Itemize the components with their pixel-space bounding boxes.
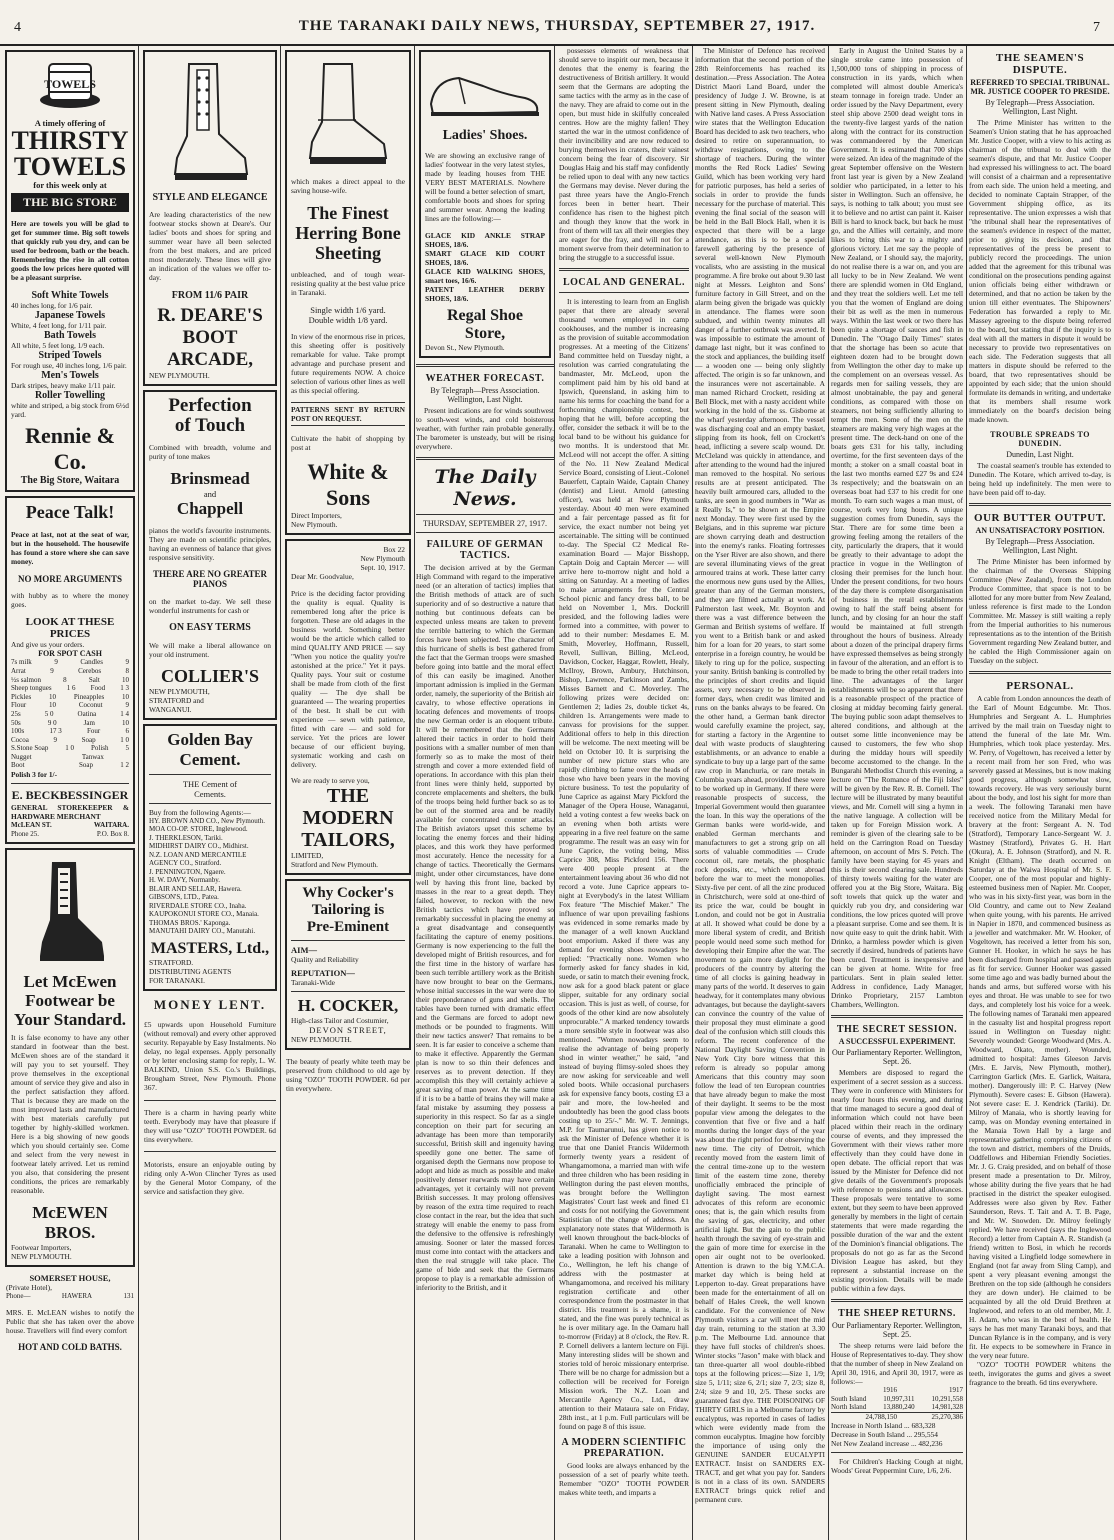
money-body: £5 upwards upon Household Furniture (without removal) and every other approved security. Repayable by Easy Instalments. No delay, no legal expenses. Apply personally or by letter enclosing stamp for reply, L. W. BALKIND, Union S.S. Co.'s Buildings, Brougham Street, New Plymouth. Phone 367. [144, 1020, 276, 1093]
white-sons-ad: which makes a direct appeal to the saving house-wife. The Finest Herring Bone Sheeting unbleached, and of tough wear-resisting quality at the best value price in Taranaki. Single width 1/6 yard. Double width 1/8 yard. In view of the enormous rise in prices, this sheeting offer is positively remarkable for value. Take prompt advantage and purchase present and future requirements NOW. A choice selection of various other lines as well as this special offering. PATTERNS SENT BY RETURN POST ON REQUEST. Cultivate the habit of shopping by post at White & Sons Direct Importers, New Plymouth. [285, 50, 411, 535]
dunedin-body: The coastal seamen's trouble has extended to Dunedin. The Kotare, which arrived to-day, is being held up indefinitely. The men were to have been paid off to-day. [969, 461, 1111, 497]
shoe-line: GLACE KID ANKLE STRAP SHOES, 18/6. [425, 230, 545, 249]
masthead [0, 0, 1114, 46]
deare-town: NEW PLYMOUTH. [149, 370, 210, 380]
rennie-store: THE BIG STORE [11, 193, 129, 212]
towel-item: Men's Towels Dark stripes, heavy make 1/11 pair. [11, 369, 116, 390]
shoe-line: GLACE KID WALKING SHOES, smart toes, 16/6. [425, 266, 545, 285]
deare-name-2: BOOT [182, 326, 238, 348]
local-general-headline: LOCAL AND GENERAL. [562, 277, 686, 288]
deare-headline: STYLE AND ELEGANCE [152, 192, 268, 203]
modern-tailors-ad: Box 22 New Plymouth Sept. 10, 1917. Dear Mr. Goodvalue, Price is the deciding factor providing the quality is equal. Quality is remembered long after the price is forgotten. These are old adages in the business world. Something better would be the article which called to mind QUALITY AND PRICE — say "When you notice the quality you're astonished at the price." Yet it pays. Quality pays. Your suit or costume shall be made from cloth of the first quality — The dye shall be guaranteed — The wearing properties of the best. It shall be cut with experience — sewn with patience, fitted with care — and sold for service. Yet the prices are lower because of our efficient buying, systematic working and cash on delivery. We are ready to serve you, THE MODERN TAILORS, LIMITED, Stratford and New Plymouth. [285, 539, 411, 875]
leader-headline: FAILURE OF GERMAN TACTICS. [426, 538, 544, 561]
towels-logo-text: TOWELS [44, 77, 96, 91]
agent-item: MOA CO-OP. STORE, Inglewood. [149, 825, 248, 834]
masthead-title: THE TARANAKI DAILY NEWS, THURSDAY, SEPTEMBER 27, 1917. [298, 18, 816, 34]
money-ad [140, 995, 280, 1205]
secret-session-headline: THE SECRET SESSION. [836, 1024, 958, 1035]
and-give: And give us your orders. [11, 640, 85, 650]
local-general-body: It is interesting to learn from an English paper that there are already several thousand women employed in camp cookhouses, and the number is increasing as the provision of suitable accommodation progresses. At a meeting of the Citizens' Band committee held on Tuesday night, a resolution was carried congratulating the bandmaster, Mr. McLeod, upon the compliment paid him by his old band at Ipswich, Queensland, in asking him to name his terms for coaching the band for a forthcoming championship contest, but hoping that he will, before accepting the offer, consider the setback it will be to the local band to be without his guidance for two months. It is understood that Mr. McLeod will not accept the offer. A sitting of the No. 11 New Zealand Medical Service Board, consisting of Lieut.-Colonel Bauerfett, Captain Waide, Captain Chaney (dentist) and Lieut. Arnold (attesting officer), was held at New Plymouth yesterday. About 40 men were examined and a fair percentage passed as fit for service, the exact number not being yet ascertainable. The sitting will be continued to-day. The Special C2 Medical Re-examination Board — Major Bisshopp, Captain Doig and Captain Mercer — will arrive here to-morrow night and hold a sitting on Saturday. At a meeting of ladies to make arrangements for the Central School picnic and fancy dress ball, to be held on November 1, Mrs. Dockrill presided, and the following ladies were formed into a committee, with power to add to their number: Mesdames E. M. Smith, Moverley, Hoffmann, Russell, Revell, Sullivan, Billing, McLeod, Davidson, Cocker, Haggar, Rowlett, Healy, McIlroy, Brown, Ambury, Hutchinson, Bishop, Lawrence, Parkinson and Zambs, Misses Barnett and C. Moverley. The following prizes were decided on: Gentlemen 2; ladies 2s, double ticket 4s, children 1s. Arrangements were made to canvass for provisions for the supper. Additional offers to help in this direction will be welcome. The next meeting will be held on October 10. It is surprising the number of new picture stars who are rapidly climbing to fame over the heads of those who have been years in the moving picture business. To test the popularity of June Caprice as against Mary Pickford the Manager of the Opera House, Wanaganui, held a voting contest a few weeks back on an evening when both artists were appearing in a five reel feature on the same programme. The result was an easy win for June Caprice, the voting being, Miss Caprice 308, Miss Pickford 156. There were 400 people present at the entertainment leaving about 36 who did not record a vote. June Caprice appears to-night at Everybody's in the latest William Fox feature "The Mischief Maker." The influence of war upon prevailing fashions was evidenced in some remarks made by the manager of a well known Auckland boot emporium. Asked if there was any demand for evening shoes nowadays he replied: "Practically none. Women who formerly asked for fancy shades in kid, suede, or satin to match their evening frock, now ask for a good black patent or glace slipper, suitable for any ordinary social occasion. This is just as well, of course, for goods of the other kind are now absolutely unprocurable." A marked tendency towards a more sensible style in footwear was also mentioned. "Women nowadays seem to realise the advantage of being properly shod in winter weather," he said, "and instead of buying flimsy-soled shoes they are now asking for serviceable and well soled boots. While occasional purchasers ask for expensive fancy boots, costing £3 a pair and more, the low-heeled and undoubtedly has been the good class boots costing up to 25/-." Mr. W. T. Jennings, M.P. for Taumarunui, has given notice to ask the Minister of Defence whether it is true that one Daniel Francis Wildermoth formerly twenty years a resident of Whangamomona, a married man with wife and three children who has been residing in Wellington during the past eleven months, was brought before the Wellington Magistrates' Court last week and fined £1 and costs for not notifying the Government Statistician of the change of address. An explanatory note states that Wildermoth is well known throughout the back-blocks of Taranaki. When he came to Wellington to take a leading position with Johnson and Co., Wellington, he left his change of address with the postmaster at Whangamomona, and received his military registration certificate and other correspondence from the postmaster in that district. His treatment is a shame, it is stated, and the fine was purely technical as he is over military age. In the Oamaru hall to-morrow (Friday) at 8 o'clock, the Rev. R. P. Cornell delivers a lantern lecture on Fiji. Many interesting slides will be shown and stories told of heroic missionary enterprise. There will be no charge for admission but a collection will be received for Foreign Mission work. The N.Z. Loan and Mercantile Agency Co., Ltd., draw attention to their Mataura sale on Friday, 28th inst., at 1 p.m. Full particulars will be found on page 8 of this issue. [559, 297, 689, 1431]
agent-item: THOMAS BROS.' Kaponga. [149, 918, 231, 927]
white-body-3: Cultivate the habit of shopping by post at [291, 433, 405, 452]
agents-list [149, 817, 271, 936]
towel-item: Bath Towels All white, 5 feet long, 1/9 each. [11, 329, 105, 350]
agent-item: J. THERKLESON, Tariki. [149, 833, 223, 842]
beck-street: McLEAN ST. [11, 821, 52, 830]
tyres-notice: Motorists, ensure an enjoyable outing by riding only A-Won Clincher Tyres as used by the General Motor Company, of the service and satisfaction they give. [144, 1159, 276, 1196]
cement-headline-1: Golden Bay [167, 729, 253, 749]
mcewen-town: NEW PLYMOUTH. [11, 1251, 72, 1261]
white-intro: which makes a direct appeal to the saving house-wife. [291, 177, 405, 196]
table-row: 24,788,150 25,270,386 [831, 1412, 963, 1422]
somerset-ad: SOMERSET HOUSE, (Private Hotel), Phone— HAWERA 131 MRS. E. McLEAN wishes to notify the Public that she has taken over the above house. Travellers will find every comfort HOT AND COLD BATHS. [6, 1272, 134, 1353]
butter-body: The Prime Minister has been informed by the chairman of the Overseas Shipping Committee (New Zealand), from the London Produce Committee, that space is not to be allotted for any more butter from New Zealand, unless reference is first made to the London Committee. Mr. Massey is still waiting a reply from the Imperial authorities to his numerous representations as to the intention of the British Government regarding New Zealand butter, and he cabled the High Commissioner again on Tuesday on the subject. [969, 557, 1111, 665]
personal-headline: PERSONAL. [1006, 680, 1074, 692]
seamen-dispute-body: The Prime Minister has written to the Seamen's Union stating that he has approached Mr. Justice Cooper, with a view to his acting as chairman of the tribunal to deal with the seamen's dispute, and that Mr. Justice Cooper had expressed his willingness to act. The board will consist of a chairman and a representative from each side. The union held a meeting, and decided to nominate Captain Strapper, of the Government shipping office, as its representative. The union expresses a wish that "the tribunal shall hear the representatives of the seamen's evidence in respect of the matter, prior to giving its decision, and that representatives of the press be present to publicly record the proceedings. The union added that the agreement for this tribunal was conditional on the prosecutions pending against union officials being either withdrawn or determined, and that no action be taken by the union till either eventuates. The Shipowners' Federation has forwarded a reply to Mr. Massey agreeing to the dispute being referred to the board, but stating that if the inquiry is to deal with all the matters in dispute it would be necessary to provide two representatives on each side. The Federation suggests that all matters in dispute should be referred to the board, that two representatives should be appointed by each side; that the union should formulate its demands in writing, and undertake that its members shall resume work immediately on the board's decision being made known. [969, 118, 1111, 424]
dunedin-headline: TROUBLE SPREADS TO DUNEDIN. [990, 430, 1090, 448]
deare-ad [143, 50, 277, 386]
weather-body: Present indications are for winds southwest to south-west winds, and cold boisterous weather, with further rain probable generally. The barometer is unsteady, but will be rising everywhere. [416, 405, 554, 451]
masters-name: MASTERS, Ltd., [150, 939, 270, 957]
white-width-2: Double width 1/8 yard. [308, 314, 388, 325]
no-more-arguments: NO MORE ARGUMENTS [17, 573, 122, 584]
column-8: THE SEAMEN'S DISPUTE. REFERRED TO SPECIAL TRIBUNAL. MR. JUSTICE COOPER TO PRESIDE. By Telegraph—Press Association. Wellington, Last Night. The Prime Minister has written to the Seamen's Union stating that he has approached Mr. Justice Cooper, with a view to his acting as chairman of the tribunal to deal with the seamen's dispute, and that Mr. Justice Cooper had expressed his willingness to act. The board will consist of a chairman and a representative from each side. The union held a meeting, and decided to nominate Captain Strapper, of the Government shipping office, as its representative. The union expresses a wish that "the tribunal shall hear the representatives of the seamen's evidence in respect of the matter, prior to giving its decision, and that representatives of the press be present to publicly record the proceedings. The union added that the agreement for this tribunal was conditional on the prosecutions pending against union officials being either withdrawn or determined, and that no action be taken by the union till either eventuates. The Shipowners' Federation has forwarded a reply to Mr. Massey agreeing to the dispute being referred to the board, but stating that if the inquiry is to deal with all the matters in dispute it would be necessary to provide two representatives on each side. The Federation suggests that all matters in dispute should be referred to the board, that two representatives should be appointed by each side; that the union should formulate its demands in writing, and undertake that its members shall resume work immediately on the board's decision being made known. TROUBLE SPREADS TO DUNEDIN. Dunedin, Last Night. The coastal seamen's trouble has extended to Dunedin. The Kotare, which arrived to-day, is being held up indefinitely. The men were to have been paid off to-day. OUR BUTTER OUTPUT. AN UNSATISFACTORY POSITION. By Telegraph—Press Association. Wellington, Last Night. The Prime Minister has been informed by the chairman of the Overseas Shipping Committee (New Zealand), from the London Produce Committee, that space is not to be allotted for any more butter from New Zealand, unless reference is first made to the London Committee. Mr. Massey is still waiting a reply from the Imperial authorities to his numerous representations as to the intention of the British Government regarding New Zealand butter, and he cabled the High Commissioner again on Tuesday on the subject. PERSONAL. A cable from London announces the death of the Earl of Mount Edgcumbe. Mr. Thos. Humphries and Sergeant A. L. Humphries arrived by the mail train on Tuesday night to attend the funeral of the late Mr. Wm. Humphries, which took place yesterday. Mrs. W. Perry, of Vogeltown, has received a letter by a recent mail from her son Fred, who was severely gassed at Messines, but is now making good progress, although somewhat slow, towards recovery. He was very seriously burnt about the body, and lost his sight for more than a week. The following Taranaki men have received notice from the Military Medal for bravery at the front: Sergeant A. N. Tod (Stratford), Temporary Lance-Sergeant W. J. Wastney (Stratford), Privates G. H. Hart (Okura), A. E. Johnson (Stratford), and N. R. Knight (Eltham). The death occurred on Saturday at the Waiwa Hospital of Mr. S. F. Cooper, one of the most popular and highly-esteemed business men of Napier. Mr. Cooper, who was in his sixty-first year, was born in the Old Country, and came out to New Zealand when quite young, with his parents. He arrived in Napier in 1870, and commenced business as a jeweller and watchmaker. Mr. W. Hooker, of Vogeltown, has received a letter from his son, Gunner H. Hooker, in which he says he has been discharged from hospital and passed again as fit for service. Gunner Hooker was gassed some time ago and was badly burned about the hands and arms, but suffered worse with his eyes and throat. He was unable to see for two days, and completely lost his voice for a week. The following names of Taranaki men appeared in the casualty list and hospital progress report issued in Wellington on Tuesday night: Severely wounded: George Woodward (Mrs. A. Woodward, Okato, mother). Wounded, admitted to hospital: James Gleeson Jarvis (Mrs. E. Jarvis, New Plymouth, mother), Carrington Garlick (Mrs. E. Garlick, Waitara, mother). Dangerously ill: P. C. Harvey (New Plymouth). Severe cases: E. Gibson (Hawera). Not severe case: E. J. Kendrick (Tariki). Dr. Milroy of Manaia, who is shortly leaving for camp, was on Monday evening entertained in the Manaia Town Hall by a large and representative gathering comprising citizens of the town and district, members of the Druids, Oddfellows and Hibernian Friendly Societies. Mr. J. G. Craig presided, and on behalf of those present made a presentation to Dr. Milroy, whose ability during the five years that he had practised in the district the speaker eulogised. Addresses were also given by Rev. Father Saunderson, Revs. T. Tait and A. T. B. Page, and Mr. W. Snowden. Dr. Milroy feelingly replied. We have received (says the Inglewood Record) a letter from Captain A. R. Standish (a friend) written to Bosi, in which he records having visited a Lingfield lodge somewhere in England (not far away from Sling Camp), and spent a very pleasant evening amongst the Brethren on the top side (although he considers they are down under). He claimed to be acquainted by all the old Druid Brethren at Inglewood, and refers to an old member, Mr. J. H. Adam, who was in the best of health. He says he has met many Taranaki boys, and that Duncan Rylance is in the company, and is very fit. He expects to be somewhere in France in the very near future. "OZO" TOOTH POWDER whitens the teeth, invigorates the gums and gives a sweet fragrance to the breath. 6d tins everywhere. [969, 52, 1111, 1387]
white-headline-1: The Finest [307, 202, 389, 223]
letter-salutation: Dear Mr. Goodvalue, [291, 572, 354, 582]
peace-headline: Peace Talk! [25, 501, 115, 522]
collier-name: COLLIER'S [160, 665, 260, 686]
price-row: Nugget Tanwax [11, 752, 104, 761]
rennie-tagline: The Big Store, Waitara [20, 474, 120, 486]
price-row: Cocoa 9 Soap 1 0 [11, 735, 129, 744]
polish-note: Polish 3 for 1/- [11, 770, 58, 780]
agent-item: BLAIR AND SELLAR, Hawera. [149, 884, 242, 893]
shoe-illustration [425, 60, 545, 124]
price-row: 100s 17 3 Four 6 [11, 727, 129, 736]
cement-ad: Golden Bay Cement. THE Cement of Cements. Buy from the following Agents:— HY. BROWN AND CO., New Plymouth. MOA CO-OP. STORE, Inglewood. J. THERKLESON, Tariki. MIDHIRST DAIRY CO., Midhirst. N.Z. LOAN AND MERCANTILE AGENCY CO., Stratford. J. PENNINGTON, Ngaere. H. W. DAVY, Normanby. BLAIR AND SELLAR, Hawera. GIBSON'S, LTD., Patea. RIVERDALE STORE CO., Inaha. KAUPOKONUI STORE CO., Manaia. THOMAS BROS.' Kaponga. MANUTAHI DAIRY CO., Manutahi. MASTERS, Ltd., STRATFORD. DISTRIBUTING AGENTS FOR TARANAKI. [143, 724, 277, 991]
agent-item: MIDHIRST DAIRY CO., Midhirst. [149, 842, 249, 851]
mcewen-ad [5, 848, 135, 1266]
column-2 [140, 46, 281, 1540]
beckbessinger-ad [5, 496, 135, 844]
collier-headline-1: Perfection [168, 394, 252, 416]
paper-nameplate: The Daily News. [434, 465, 536, 510]
white-headline-3: Sheeting [314, 242, 381, 263]
price-row: 50s 9 0 Jam 10 [11, 718, 129, 727]
regal-lines [425, 231, 545, 303]
no-more-body: with hubby as to where the money goes. [11, 590, 129, 609]
sheep-returns-body: The sheep returns were laid before the House of Representatives to-day. They show that the number of sheep in New Zealand on April 30, 1916, and April 30, 1917, were as follows:— [831, 1341, 963, 1386]
mcewen-headline-2: Footwear be [25, 991, 115, 1011]
boot-illustration [30, 858, 110, 968]
agent-item: N.Z. LOAN AND MERCANTILE AGENCY CO., Stratford. [149, 850, 247, 868]
brand-brinsmead: Brinsmead [170, 468, 250, 488]
column-7-body: Early in August the United States by a single stroke came into possession of 1,500,000 tons of shipping in process of construction in its yards, which when completed will almost double America's steam tonnage in foreign trade. Under an order issued by the Navy Department, every steel ship above 2500 dead weight tons in the twenty-five largest yards of the nation along with the contract for its construction was commandeered by the American Government. It is estimated that 700 ships were seized. An idea of the magnitude of the great September offensive on the Western front last year is given by a New Zealand soldier who participated, in a letter to his sister in Wellington. Such an offensive, he says, is nothing to talk about; you must see it to believe and no artist can paint it. Kaiser Bill is hard to knock back, but back he must go, and the Allies will certainly, and more likes to bring this war to a mighty and glorious victory. Let me say the people of New Zealand, or I should say, the majority, do not realise there is a war on, and you are all lucky to be in New Zealand. We went there are splendid women in Old England, and they treat the soldiers well. Let me tell you that the women of England are doing their bit as well as the men in numerous ways. Within the last week or two there has been quite a shortage of sauces and fish in Dunedin. The "Otago Daily Times" states that the shortage has been so acute that eighteen dozen had to be brought down from Wellington the other day to make up the complement on an overseas vessel. As regards men for sailing vessels, they are almost unobtainable, the pay and general conditions, as compared with those on steamers, not being sufficiently alluring to tempt the men. Some of the men on the steamers are making very high wages at the present time. The deck-hand on one of the boats gets £31 for his tally, including overtime, for the first seventeen days of the month; a stoker on a small coastal boat in the last two months earned £27 9s and £24 3s respectively; and the boatswain on an overseas boat had £37 to his credit for one month. To earn such wages a man must, of course, work very long hours. A unique suggestion comes from Dunedin, says the Star. There are for some time been a growing feeling among the retailers of the city, particularly the drapers, that it would be greatly to their advantage to adopt the practice in vogue in the Wellington of closing their premises for the lunch hour. Under the present conditions, for two hours of the day there is complete disorganisation of business in the retail establishments owing to half the staff being absent for lunch, and by closing for an hour the staff would be maintained at full strength throughout the hours of business. Already about a dozen of the principal drapery firms have expressed themselves as being strongly in favour of the alteration, and an effort is to be made to bring the other retail traders into line. The advantages of the larger establishments will be so apparent that there is a reasonable prospect of the practice of closing at midday becoming fairly general. The buying public soon adapt themselves to altered conditions, and although at the outset some little inconvenience may be caused to customers, the few who shop during the midday hours will speedily become accustomed to the change. In the Bungarahi Methodist Church this evening, a lecture on "The Romance of the Fiji Isles" will be given by the Rev. R. B. Cornell. The lecture will be illustrated by many beautiful views, and Mr. Cornell will sing a hymn in the native language. A collection will be taken up for Foreign Mission work. A reminder is given of the clearing sale to be held on the Carrington Road on Tuesday afternoon, on account of Mrs S. Petch. The family have been staying for 45 years and this is their second clearing sale. Hundreds of thirsty towels waiting for the water are offered you at the Big Store, Waitara. Big soft towels that quick up the water and quickly rub you dry, and considering war conditions, the low prices quoted will prove a pleasant surprise. Come and see them. It is now quite easy to quit the drink habit. With Drinko, a harmless powder which is given secretly if desired, hundreds of patients have been cured. Treatment is inexpensive and can be given at home. Write for free particulars. Sent in plain sealed letter. Address in confidence, Lady Manager, Drinko Proprietary, 2157 Lambton Chambers, Wellington. [831, 46, 963, 1009]
deare-price: FROM 11/6 PAIR [171, 289, 249, 301]
peace-body: Peace at last, not at the seat of war, but in the household. The housewife has found a store where she can save money. [11, 530, 129, 567]
page-mark: 4 [14, 20, 21, 35]
cough-notice: For Children's Hacking Cough at night, Woods' Great Peppermint Cure, 1/6, 2/6. [831, 1457, 963, 1476]
rennie-body: Here are towels you will be glad to get for summer time. Big soft towels that quickly rub you dry, and can be used for bedroom, bath or the beach. Remembering the rise in all cotton goods the low prices here quoted will be a pleasant surprise. [11, 219, 129, 283]
agent-item: GIBSON'S, LTD., Patea. [149, 893, 219, 902]
rennie-name: Rennie & Co. [25, 422, 115, 474]
look-prices: LOOK AT THESE PRICES [25, 616, 115, 641]
weather-headline: WEATHER FORECAST. [425, 372, 545, 384]
agent-item: H. W. DAVY, Normanby. [149, 876, 221, 885]
towel-item: Striped Towels For rough use, 40 inches long, 1/6 pair. [11, 349, 127, 370]
towel-item: Japanese Towels White, 4 feet long, for 1/11 pair. [11, 309, 107, 330]
preparation-body: Good looks are always enhanced by the possession of a set of pearly white teeth. Remember "OZO" TOOTH POWDER makes white teeth, and imparts a [559, 1461, 689, 1497]
table-row: South Island 10,997,311 10,291,558 [831, 1394, 963, 1403]
paper-dateline: THURSDAY, SEPTEMBER 27, 1917. [422, 518, 548, 528]
agent-item: RIVERDALE STORE CO., Inaha. [149, 901, 247, 910]
column-6 [692, 46, 829, 1540]
personal-body: A cable from London announces the death of the Earl of Mount Edgcumbe. Mr. Thos. Humphries and Sergeant A. L. Humphries arrived by the mail train on Tuesday night to attend the funeral of the late Mr. Wm. Humphries, which took place yesterday. Mrs. W. Perry, of Vogeltown, has received a letter by a recent mail from her son Fred, who was severely gassed at Messines, but is now making good progress, although somewhat slow, towards recovery. He was very seriously burnt about the body, and lost his sight for more than a week. The following Taranaki men have received notice from the Military Medal for bravery at the front: Sergeant A. N. Tod (Stratford), Temporary Lance-Sergeant W. J. Wastney (Stratford), Privates G. H. Hart (Okura), A. E. Johnson (Stratford), and N. R. Knight (Eltham). The death occurred on Saturday at the Waiwa Hospital of Mr. S. F. Cooper, one of the most popular and highly-esteemed business men of Napier. Mr. Cooper, who was in his sixty-first year, was born in the Old Country, and came out to New Zealand when quite young, with his parents. He arrived in Napier in 1870, and commenced business as a jeweller and watchmaker. Mr. W. Hooker, of Vogeltown, has received a letter from his son, Gunner H. Hooker, in which he says he has been discharged from hospital and passed again as fit for service. Gunner Hooker was gassed some time ago and was badly burned about the hands and arms, but suffered worse with his eyes and throat. He was unable to see for two days, and completely lost his voice for a week. The following names of Taranaki men appeared in the casualty list and hospital progress report issued in Wellington on Tuesday night: Severely wounded: George Woodward (Mrs. A. Woodward, Okato, mother). Wounded, admitted to hospital: James Gleeson Jarvis (Mrs. E. Jarvis, New Plymouth, mother), Carrington Garlick (Mrs. E. Garlick, Waitara, mother). Dangerously ill: P. C. Harvey (New Plymouth). Severe cases: E. Gibson (Hawera). Not severe case: E. J. Kendrick (Tariki). Dr. Milroy of Manaia, who is shortly leaving for camp, was on Monday evening entertained in the Manaia Town Hall by a large and representative gathering comprising citizens of the town and district, members of the Druids, Oddfellows and Hibernian Friendly Societies. Mr. J. G. Craig presided, and on behalf of those present made a presentation to Dr. Milroy, whose ability during the five years that he had practised in the district the speaker eulogised. Addresses were also given by Rev. Father Saunderson, Revs. T. Tait and A. T. B. Page, and Mr. W. Snowden. Dr. Milroy feelingly replied. We have received (says the Inglewood Record) a letter from Captain A. R. Standish (a friend) written to Bosi, in which he records having visited a Lingfield lodge somewhere in England (not far away from Sling Camp), and spent a very pleasant evening amongst the Brethren on the top side (although he considers they are down under). He claimed to be acquainted by all the old Druid Brethren at Inglewood, and refers to an old member, Mr. J. H. Adam, who was in the best of health. He says he has met many Taranaki boys, and that Duncan Rylance is in the company, and is very fit. He expects to be somewhere in France in the very near future. [969, 694, 1111, 1360]
collier-and: and [203, 488, 217, 499]
beck-name: E. BECKBESSINGER [11, 788, 129, 803]
beck-box: P.O. Box 8. [96, 829, 129, 838]
preparation-headline: A MODERN SCIENTIFIC PREPARATION. [561, 1437, 687, 1459]
agent-item: HY. BROWN AND CO., New Plymouth. [149, 816, 265, 825]
price-row: Sheep tongues 1 6 Food 1 3 [11, 684, 129, 693]
mcewen-body: It is false economy to have any other standard in footwear than the best. McEwen shoes are of the standard it will pay you to set yourself. They prove themselves in the exceptional amount of service they give and also in the perfect satisfaction they afford. That is because they are made on the most improved lasts and manufactured with best materials carefully put together by highly-skilled workmen. Here is a big showing of new goods which you should certainly see. Come and select from the very newest in footwear lately arrived. Let us remind you also, that considering the present conditions, the prices are remarkably reasonable. [11, 1033, 129, 1196]
white-body-1: unbleached, and of tough wear-resisting quality at the best value price in Taranaki. [291, 270, 405, 298]
mcewen-name: McEWEN BROS. [32, 1202, 108, 1242]
collier-there: THERE ARE NO GREATER PIANOS [152, 569, 268, 590]
collier-body-3: We will make a liberal allowance on your old instrument. [149, 640, 271, 659]
rennie-headline-1: THIRSTY [11, 126, 129, 155]
sheep-returns-headline: THE SHEEP RETURNS. [838, 1308, 956, 1319]
column-4: Ladies' Shoes. We are showing an exclusive range of ladies' footwear in the very latest styles, made by leading houses from THE VERY BEST MATERIALS. Nowhere will be found a better selection of smart, comfortable boots and shoes for spring and summer wear. Among the leading lines are the following:— GLACE KID ANKLE STRAP SHOES, 18/6. SMART GLACE KID COURT SHOES, 18/6. GLACE KID WALKING SHOES, smart toes, 16/6. PATENT LEATHER DERBY SHOES, 18/6. Regal Shoe Store, Devon St., New Plymouth. WEATHER FORECAST. By Telegraph—Press Association. Wellington, Last Night. Present indications are for winds southwest to south-west winds, and cold boisterous weather, with further rain probable generally. The barometer is unsteady, but will be rising everywhere. The Daily News. THURSDAY, SEPTEMBER 27, 1917. FAILURE OF GERMAN TACTICS. The decision arrived at by the German High Command with regard to the imperative need (or an alteration of tactics) implies that the British methods of attack are of such superiority and of so destructive a nature that nothing but continuous defeats can be expected unless means are taken to prevent the terrible battering to which the German forces have been subjected. The character of this hurricane of shells is best gathered from the fact that the German troops were smashed before going into battle and the moral effect of this can easily be imagined. Another important admission is implied in the German order, namely, the superiority of the British air cavalry, to whose effective operations in locating defences and movements of troops the new German order is an eloquent tribute. It will be remembered that the Germans altered their tactics in order to hold their positions with a smaller number of men than formerly so as to make the most of their strength and cover a more extended field of operations. In accordance with this plan their front lines were thinly held, supported by concrete emplacements and shelters, the bulk of the troops being held further back so as to be out of the stormed area and be readily available for concentrated counter attacks. The British aviators upset this scheme by locating the enemy forces and their hiding places, and this work they have performed most accurately. Hence the necessity for a change of tactics. Theoretically the Germans might, under other circumstances, have done well by having this front line, backed by masses in the rear to a great depth. They failed, however, to reckon with the new British tactics which have proved so remarkably successful in placing the enemy at a great disadvantage and consequently facilitating the capture of enemy positions. Germany is now experiencing to the full the developed might of British resources, and for the first time in the history of warfare has been such terrible artillery work as the British have now brought to bear on the Germans, whose initial successes in the war were due to their preponderance of guns and shells. The tables have been turned with dramatic effect and the Germans are forced to adopt new methods or be pounded to fragments. Will their new tactics answer? That remains to be seen. It is far easier to conceive a scheme than to make it effective. Apparently the German plan is now to so thin their defences and reserves as to prevent detection. If they accomplish this they will certainly achieve a great saving of man power. At the same time if it is to be a battle of brains they will make a fatal mistake by assuming they possess a superiority in this respect. So far as a single conception on their part for securing an advantage has been more than temporarily successful, British skill and ingenuity having speedily gone one better. The same of organised depth the Germans now propose to adopt and hide as much as possible and make positively denser rearwards may have certain advantages, yet it certainly will not prevent British successes. It may prolong offensives by reason of the extra time required to reach close contact in the rear, but the idea that such strategy will enable the enemy to pass from the defensive to the offensive is refreshingly amusing. Sooner or later the massed forces must come into contact with the attackers and then the real struggle will take place. The game of bide and seek that the Germans propose to play is a remarkable admission of inferiority to the British, and it [416, 46, 555, 1540]
seamen-dispute-headline: THE SEAMEN'S DISPUTE. [995, 52, 1085, 76]
collier-body-1: pianos the world's favourite instruments. They are made on scientific principles, having an evenness of balance that gives responsive sensitivity. [149, 525, 271, 562]
towel-item: Roller Towelling white and striped, a big stock from 6½d yard. [11, 389, 129, 419]
white-patterns: PATTERNS SENT BY RETURN POST ON REQUEST. [291, 402, 405, 426]
white-body-2: In view of the enormous rise in prices, this sheeting offer is positively remarkable for value. Take prompt advantage and purchase present and future requirements NOW. A choice selection of various other lines as well as this special offering. [291, 331, 405, 395]
brand-chappell: Chappell [176, 498, 244, 518]
price-row: 7s milk 9 Candles 9 [11, 658, 129, 667]
rennie-intro: A timely offering of [34, 118, 106, 128]
deare-body: Are leading characteristics of the new footwear stocks shown at Deare's. Our ladies' boots and shoes for spring and summer wear have all been selected from the best makers, and are priced most moderately. These lines will give an indication of the values we offer to-day. [149, 210, 271, 283]
price-list [11, 658, 129, 770]
page-number: 7 [1093, 20, 1100, 35]
table-row: North Island 13,880,240 14,981,328 [831, 1403, 963, 1412]
rennie-ad [5, 50, 135, 492]
spot-cash: FOR SPOT CASH [38, 649, 102, 659]
leader-continued: possesses elements of weakness that should serve to inspirit our men, because it denotes that the enemy is fearing the destructiveness of British artillery. It would seem that the Germans are adopting the same tactics with the army as in the case of the navy. They are afraid to come out in the open, but must hide in skilfully concealed centres. How are the mighty fallen! They started the war in the utmost confidence of their invincibility and are now reduced to burying themselves in craters, their vainest concern being the fear of discovery. Sir Douglas Haig and his staff may confidently be relied upon to deal with any new tactics the Germans may devise. Never during the past three years have the Anglo-French forces been in better heart. Their confidence has risen to the highest pitch and though they know that the work in front of them will tax all their energies they are eager for the fray, and will not for a moment swerve from their determination to bring the struggle to a successful issue. [559, 46, 689, 262]
price-row: Pickles 10 Pineapples 10 [11, 692, 129, 701]
somerset-footer: HOT AND COLD BATHS. [18, 1342, 122, 1353]
regal-name: Regal Shoe Store, [447, 306, 523, 342]
mcewen-trade: Footwear Importers, [11, 1242, 72, 1252]
price-row: ½s salmon 8 Salt 10 [11, 675, 129, 684]
price-row: Flour 10 Coconut 9 [11, 701, 129, 710]
boot-illustration [298, 60, 398, 170]
regal-headline: Ladies' Shoes. [442, 128, 528, 143]
somerset-sub: (Private Hotel), [6, 1282, 52, 1292]
boot-illustration [165, 60, 255, 188]
somerset-title: SOMERSET HOUSE, [29, 1272, 111, 1283]
collier-terms: ON EASY TERMS [169, 622, 251, 634]
money-headline: MONEY LENT. [153, 996, 267, 1012]
column-7: Early in August the United States by a single stroke came into possession of 1,500,000 tons of shipping in process of construction in its yards, which when completed will almost double America's steam tonnage in foreign trade. Under an order issued by the Navy Department, every steel ship above 2500 dead weight tons in the twenty-five largest yards of the nation along with the contract for its construction was commandeered by the American Government. It is estimated that 700 ships were seized. An idea of the magnitude of the great September offensive on the Western front last year is given by a New Zealand soldier who participated, in a letter to his sister in Wellington. Such an offensive, he says, is nothing to talk about; you must see it to believe and no artist can paint it. Kaiser Bill is hard to knock back, but back he must go, and the Allies will certainly, and more likes to bring this war to a mighty and glorious victory. Let me say the people of New Zealand, or I should say, the majority, do not realise there is a war on, and you are all lucky to be in New Zealand. We went there are splendid women in Old England, and they treat the soldiers well. Let me tell you that the women of England are doing their bit as well as the men in numerous ways. Within the last week or two there has been quite a shortage of sauces and fish in Dunedin. The "Otago Daily Times" states that the shortage has been so acute that eighteen dozen had to be brought down from Wellington the other day to make up the complement on an overseas vessel. As regards men for sailing vessels, they are almost unobtainable, the pay and general conditions, as compared with those on steamers, not being sufficiently alluring to tempt the men. Some of the men on the steamers are making very high wages at the present time. The deck-hand on one of the boats gets £31 for his tally, including overtime, for the first seventeen days of the month; a stoker on a small coastal boat in the last two months earned £27 9s and £24 3s respectively; and the boatswain on an overseas boat had £37 to his credit for one month. To earn such wages a man must, of course, work very long hours. A unique suggestion comes from Dunedin, says the Star. There are for some time been a growing feeling among the retailers of the city, particularly the drapers, that it would be greatly to their advantage to adopt the practice in vogue in the Wellington of closing their premises for the lunch hour. Under the present conditions, for two hours of the day there is complete disorganisation of business in the retail establishments owing to half the staff being absent for lunch, and by closing for an hour the staff would be maintained at full strength throughout the hours of business. Already about a dozen of the principal drapery firms have expressed themselves as being strongly in favour of the alteration, and an effort is to be made to bring the other retail traders into line. The advantages of the larger establishments will be so apparent that there is a reasonable prospect of the practice of closing at midday becoming fairly general. The buying public soon adapt themselves to altered conditions, and although at the outset some little inconvenience may be caused to customers, the few who shop during the midday hours will speedily become accustomed to the change. In the Bungarahi Methodist Church this evening, a lecture on "The Romance of the Fiji Isles" will be given by the Rev. R. B. Cornell. The lecture will be illustrated by many beautiful views, and Mr. Cornell will sing a hymn in the native language. A collection will be taken up for Foreign Mission work. A reminder is given of the clearing sale to be held on the Carrington Road on Tuesday afternoon, on account of Mrs S. Petch. The family have been staying for 45 years and this is their second clearing sale. Hundreds of thirsty towels waiting for the water are offered you at the Big Store, Waitara. Big soft towels that quick up the water and quickly rub you dry, and considering war conditions, the low prices quoted will prove a pleasant surprise. Come and see them. It is now quite easy to quit the drink habit. With Drinko, a harmless powder which is given secretly if desired, hundreds of patients have been cured. Treatment is inexpensive and can be given at home. Write for free particulars. Sent in plain sealed letter. Address in confidence, Lady Manager, Drinko Proprietary, 2157 Lambton Chambers, Wellington. THE SECRET SESSION. A SUCCESSFUL EXPERIMENT. Our Parliamentary Reporter. Wellington, Sept. 26. Members are disposed to regard the experiment of a secret session as a success. They were in conference with Ministers for nearly four hours this evening, and during that time managed to secure a good deal of information which could not have been placed within their reach in the ordinary course of events, and they impressed the Government with their views rather more effectively than they could have done in open debate. The official report that was issued by the Minister for Defence did not give details of the Government's proposals with reference to pensions and allowances. These proposals were tentative to some extent, but they seem to have been approved generally by members in the light of certain statements that were made regarding the possible duration of the war and the extent of the Dominion's financial obligations. The proposals do not go as far as the Second Division League has asked, but they represent a substantial increase on the existing provision. Details will be made public within a few days. THE SHEEP RETURNS. Our Parliamentary Reporter. Wellington, Sept. 25. The sheep returns were laid before the House of Representatives to-day. They show that the number of sheep in New Zealand on April 30, 1916, and April 30, 1917, were as follows:— 1916 1917 South Island 10,997,311 10,291,558 North Island 13,880,240 14,981,328 24,788,150 25,270,386 Increase in North Island ... 683,328 Decrease in South Island ... 295,554 Net New Zealand increase ... 482,236 For Children's Hacking Cough at night, Woods' Great Peppermint Cure, 1/6, 2/6. [828, 46, 967, 1540]
price-row: Arrat 9 Cerebos 8 [11, 666, 129, 675]
sheep-table: 1916 1917 South Island 10,997,311 10,291,558 North Island 13,880,240 14,981,328 24,788,150 25,270,386 Increase in North Island ... 683,328 Decrease in South Island ... 295,554 Net New Zealand increase ... 482,236 [831, 1386, 963, 1449]
price-row: 25s 5 0 Oatina 1 4 [11, 709, 129, 718]
ozo-notice: There is a charm in having pearly white teeth. Everybody may have that pleasure if they will use "OZO" TOOTH POWDER. 6d tins everywhere. [144, 1108, 276, 1145]
cement-headline-2: Cement. [179, 749, 241, 769]
ozo-notice: "OZO" TOOTH POWDER whitens the teeth, invigorates the gums and gives a sweet fragrance to the breath. 6d tins everywhere. [969, 1360, 1111, 1387]
beck-town: WAITARA. [93, 821, 129, 830]
regal-ad: Ladies' Shoes. We are showing an exclusive range of ladies' footwear in the very latest styles, made by leading houses from THE VERY BEST MATERIALS. Nowhere will be found a better selection of smart, comfortable boots and shoes for spring and summer wear. Among the leading lines are the following:— GLACE KID ANKLE STRAP SHOES, 18/6. SMART GLACE KID COURT SHOES, 18/6. GLACE KID WALKING SHOES, smart toes, 16/6. PATENT LEATHER DERBY SHOES, 18/6. Regal Shoe Store, Devon St., New Plymouth. [419, 50, 551, 358]
leader-body: The decision arrived at by the German High Command with regard to the imperative need (or an alteration of tactics) implies that the British methods of attack are of such superiority and of so destructive a nature that nothing but continuous defeats can be expected unless means are taken to prevent the terrible battering to which the German forces have been subjected. The character of this hurricane of shells is best gathered from the fact that the German troops were smashed before going into battle and the moral effect of this can easily be imagined. Another important admission is implied in the German order, namely, the superiority of the British air cavalry, to whose effective operations in locating defences and movements of troops the new German order is an eloquent tribute. It will be remembered that the Germans altered their tactics in order to hold their positions with a smaller number of men than formerly so as to make the most of their strength and cover a more extended field of operations. In accordance with this plan their front lines were thinly held, supported by concrete emplacements and shelters, the bulk of the troops being held further back so as to be out of the stormed area and be readily available for concentrated counter attacks. The British aviators upset this scheme by locating the enemy forces and their hiding places, and this work they have performed most accurately. Hence the necessity for a change of tactics. Theoretically the Germans might, under other circumstances, have done well by having this front line, backed by masses in the rear to a great depth. They failed, however, to reckon with the new British tactics which have proved so remarkably successful in placing the enemy at a great disadvantage and consequently facilitating the capture of enemy positions. Germany is now experiencing to the full the developed might of British resources, and for the first time in the history of warfare has been such terrible artillery work as the British have now brought to bear on the Germans, whose initial successes in the war were due to their preponderance of guns and shells. The tables have been turned with dramatic effect and the Germans are forced to adopt new methods or be pounded to fragments. Will their new tactics answer? That remains to be seen. It is far easier to conceive a scheme than to make it effective. Apparently the German plan is now to so thin their defences and reserves as to prevent detection. If they accomplish this they will certainly achieve a great saving of man power. At the same time if it is to be a battle of brains they will make a fatal mistake by assuming they possess a superiority in this respect. So far as a single conception on their part for securing an advantage has been more than temporarily successful, British skill and ingenuity having speedily gone one better. The same of organised depth the Germans now propose to adopt and hide as much as possible and make positively denser rearwards may have certain advantages, yet it certainly will not prevent British successes. It may prolong offensives by reason of the extra time required to reach close contact in the rear, but the idea that such strategy will enable the enemy to pass from the defensive to the offensive is refreshingly amusing. Sooner or later the massed forces must come into contact with the attackers and then the real struggle will take place. The game of bide and seek that the Germans propose to play is a remarkable admission of inferiority to the British, and it [416, 562, 554, 1292]
beck-phone: Phone 25. [11, 829, 39, 838]
beck-trade: GENERAL STOREKEEPER & HARDWARE MERCHANT [11, 803, 129, 822]
agent-item: J. PENNINGTON, Ngaere. [149, 867, 226, 876]
letter-body: Price is the deciding factor providing the quality is equal. Quality is remembered long after the price is forgotten. These are old adages in the business world. Something better would be the article which called to mind QUALITY AND PRICE — say "When you notice the quality you're astonished at the price." Yet it pays. Quality pays. Your suit or costume shall be made from cloth of the first quality — The dye shall be guaranteed — The wearing properties of the best. It shall be cut with experience — sewn with patience, fitted with care — and sold for service. Yet the prices are lower because of our efficient buying, systematic working and cash on delivery. [291, 588, 405, 769]
somerset-body: MRS. E. McLEAN wishes to notify the Public that she has taken over the above house. Travellers will find every comfort [6, 1307, 134, 1335]
deare-name-3: ARCADE, [166, 348, 254, 370]
towels-logo [11, 56, 129, 92]
rennie-items [11, 290, 129, 419]
secret-session-body: Members are disposed to regard the experiment of a secret session as a success. They were in conference with Ministers for nearly four hours this evening, and during that time managed to secure a good deal of information which could not have been placed within their reach in the ordinary course of events, and they impressed the Government with their views rather more effectively than they could have done in open debate. The official report that was issued by the Minister for Defence did not give details of the Government's proposals with reference to pensions and allowances. These proposals were tentative to some extent, but they seem to have been approved generally by members in the light of certain statements that were made regarding the possible duration of the war and the extent of the Dominion's financial obligations. The proposals do not go as far as the Second Division League has asked, but they represent a substantial increase on the existing provision. Details will be made public within a few days. [831, 1068, 963, 1293]
shoe-line: PATENT LEATHER DERBY SHOES, 18/6. [425, 284, 545, 303]
price-row: Boot Soap 1 2 [11, 761, 129, 770]
agent-item: KAUPOKONUI STORE CO., Manaia. [149, 910, 259, 919]
butter-headline: OUR BUTTER OUTPUT. [974, 512, 1106, 524]
mcewen-headline-3: Your Standard. [13, 1010, 127, 1030]
towel-item: Soft White Towels 40 inches long, for 1/6 pair. [11, 289, 109, 310]
column-6-body: The Minister of Defence has received information that the second portion of the 28th Reinforcements has reached its destination.—Press Association. The Aotea District Maori Land Board, under the presidency of Judge J. W. Browne, is at present sitting in New Plymouth, dealing with Native land cases. A Press Association wire states that the Wellington Education Board has decided to ask two teachers, who desired to retire on superannuation, to withdraw resignations, owing to the shortage of teachers. During the winter months the Red Rock Ladies' Sewing Guild, which has been working very hard for patriotic purposes, has held a series of socials in order to provide the funds necessary for the purchase of material. This evening the final social of the season will be held in the Ball Block Hall, when it is expected that there will be a large attendance, as this is to be a special farewell gathering by the presence of several well-known New Plymouth vocalists, who are assisting in the musical programme. A fire broke out about 9.30 last night at Messrs. Leighton and Sons' furniture factory in Gill Street, and on the alarm being given the brigade was quickly in attendance. The flames were soon subdued, and within twenty minutes all danger of a further outbreak was averted. It was impossible to estimate the amount of damage last night, but it was confined to the stock and appliances, the building itself — a wooden one — being only slightly affected. The origin is so far unknown, and the insurances were not ascertainable. A man named Richard Crockett, residing at Bell Block, met with a nasty accident while working in the hold of the ss. Gisborne at the wharf yesterday afternoon. The vessel was discharging coal and an empty basket, slipping from its hook, fell on Crockett's head, inflicting a severe scalp wound. Dr. McCleland was quickly in attendance, and after attending to the wound had the injured man removed to the hospital. No serious results are at present anticipated. The heavily built armoured cars, alluded to the tanks, are seen in good numbers in "War as it Really Is," to be shown at the Empire next Monday. They were first used by the Belgians, and in this supreme war picture are shown carrying death and destruction into the enemy's ranks. Floating fortresses on the Yser River are also shown, and there are several illuminating views of the great armoured trains at work. These latter carry the enormous new guns used by the Allies, greater than any of the German monsters, and they are filmed actually at work. At Palmerston last week, Mr. Boynton and there was a vast difference between the German and British systems of welfare. If you went to a British bank or and asked him for a loan for 20 years, to start some enterprise in a foreign country, he would be likely to ring up for the police, suspecting your sanity. British banking is controlled by the principles of short credits and liquid assets, very necessary to be observed in former days, when credit was limited and runs on the banks always to be feared. On the other hand, a German bank director would carefully examine the project, say, for starting a factory in the Argentine to deal with waste products of slaughtering establishments, or an advance to enable a syndicate to buy up a large part of the same raw crop in Manchuria, or rare metals in Columbia years ahead, provided these were to be worked up in Germany. If there were reasonable prospects of success, the Imperial Government would then guarantee the loan. In this way the operations of the German banks were world-wide, and enabled German merchants and manufacturers to get a strong grip on all sorts of valuable commodities — Crude coconut oil, rare metals, the phosphatic rock deposits, etc., which went abroad before the war to meet the monopolies. Sixty-five per cent. of all the zinc produced in Christchurch, were sold at one-third of its price the war, could be bought in London, and could not be got in Australia at all. It showed what could be done by a more liberal system of credit, and British people would need some such method for developing their Empire after the war. The movement to gain more daylight for the producers of the country by altering the time of all clocks is gaining headway in many parts of the world. It deserves to gain headway, for it contemplates many obvious advantages, but because the daylight-savers can convince the country of the value of their proposal they must eliminate a good deal of the confusion which still clouds this reform. The recent conference of the National Daylight Saving Convention in New York City bore witness that this reform is already so popular among Americans that this country may soon follow the lead of ten European countries that have already begun to make the most of their daylight. It seems to be the most popular view among the delegates to the convention that five or five and a half months during the longer days of the year was about the right period for observing the new time. The city of Detroit, which recently moved from the eastern limit of the central time-zone up to the western limit of the eastern time zone, thereby unofficially embraced the principle of daylight saving. The most earnest advocates of this reform are economic ones; that is, the gain which results from the saving of gas, electricity, and other artificial light. But the gain to the public health through the saving of eye-strain and the gain of more time for exercise in the open air ought not to be overlooked. Attention is drawn to the big Y.M.C.A. market day which is being held at Lepperton to-day. Great preparations have been made for the entertainment of all on behalf of Hales Creek, the well known candidate. For the convenience of New Plymouth visitors a car will meet the mid day train, returning to the station at 3.30 p.m. The Melbourne Ltd. announce that they have full stocks of children's shoes. Winter stocks "Jason" make with black and tan three-quarter all wool double-ribbed tops at the following prices:—Size 1, 1/9; size 5, 1/11; size 6, 2/1; size 7, 2/3; size 8, 2/4; size 9 and 10, 2/5. These socks are guaranteed fast dye. THE POISONING OF THIRTY GIRLS in a Melbourne factory by eucalyptus, was reported in cases of ladies which were evidently made from the common eucalyptus. Imagine how forcibly the importance of using only the GENUINE SANDER EUCALYPTI EXTRACT. Insist on SANDERS EX-TRACT, and get what you pay for. Sanders is not in a class of its own. SANDERS EXTRACT brings quick relief and permanent cure. [695, 46, 825, 1504]
rennie-headline-2: TOWELS [13, 152, 127, 181]
column-1 [2, 46, 139, 1540]
column-3 [282, 46, 415, 1540]
agent-item: MANUTAHI DAIRY CO., Manutahi. [149, 927, 256, 936]
collier-body-2: on the market to-day. We sell these wonderful instruments for cash or [149, 596, 271, 615]
price-row: S.Stone Soap 1 0 Polish 5 [11, 744, 129, 753]
rennie-week: for this week only at [33, 180, 107, 190]
collier-ad: Perfection of Touch Combined with breadth, volume and purity of tone makes Brinsmead and Chappell pianos the world's favourite instruments. They are made on scientific principles, having an evenness of balance that gives responsive sensitivity. THERE ARE NO GREATER PIANOS on the market to-day. We sell these wonderful instruments for cash or ON EASY TERMS We will make a liberal allowance on your old instrument. COLLIER'S NEW PLYMOUTH, STRATFORD and WANGANUI. [143, 390, 277, 720]
white-name: White & Sons [307, 459, 389, 511]
cocker-name: H. COCKER, [297, 995, 399, 1015]
column-5 [556, 46, 693, 1540]
regal-body: We are showing an exclusive range of ladies' footwear in the very latest styles, made by leading houses from THE VERY BEST MATERIALS. Nowhere will be found a better selection of smart, comfortable boots and shoes for spring and summer wear. Among the leading lines are the following:— [425, 151, 545, 224]
collier-headline-2: of Touch [174, 414, 246, 436]
white-width-1: Single width 1/6 yard. [310, 304, 386, 315]
ozo-notice: The beauty of pearly white teeth may be preserved from childhood to old age by using "OZO" TOOTH POWDER. 6d per tin everywhere. [286, 1057, 410, 1094]
deare-name-1: R. DEARE'S [157, 304, 263, 326]
collier-sub: Combined with breadth, volume and purity of tone makes [149, 443, 271, 462]
shoe-line: SMART GLACE KID COURT SHOES, 18/6. [425, 248, 545, 267]
mcewen-headline-1: Let McEwen [23, 972, 117, 992]
cocker-ad: Why Cocker's Tailoring is Pre-Eminent AIM— Quality and Reliability REPUTATION— Taranaki-Wide H. COCKER, High-class Tailor and Costumier, DEVON STREET, NEW PLYMOUTH. [285, 879, 411, 1050]
white-headline-2: Herring Bone [295, 222, 401, 243]
